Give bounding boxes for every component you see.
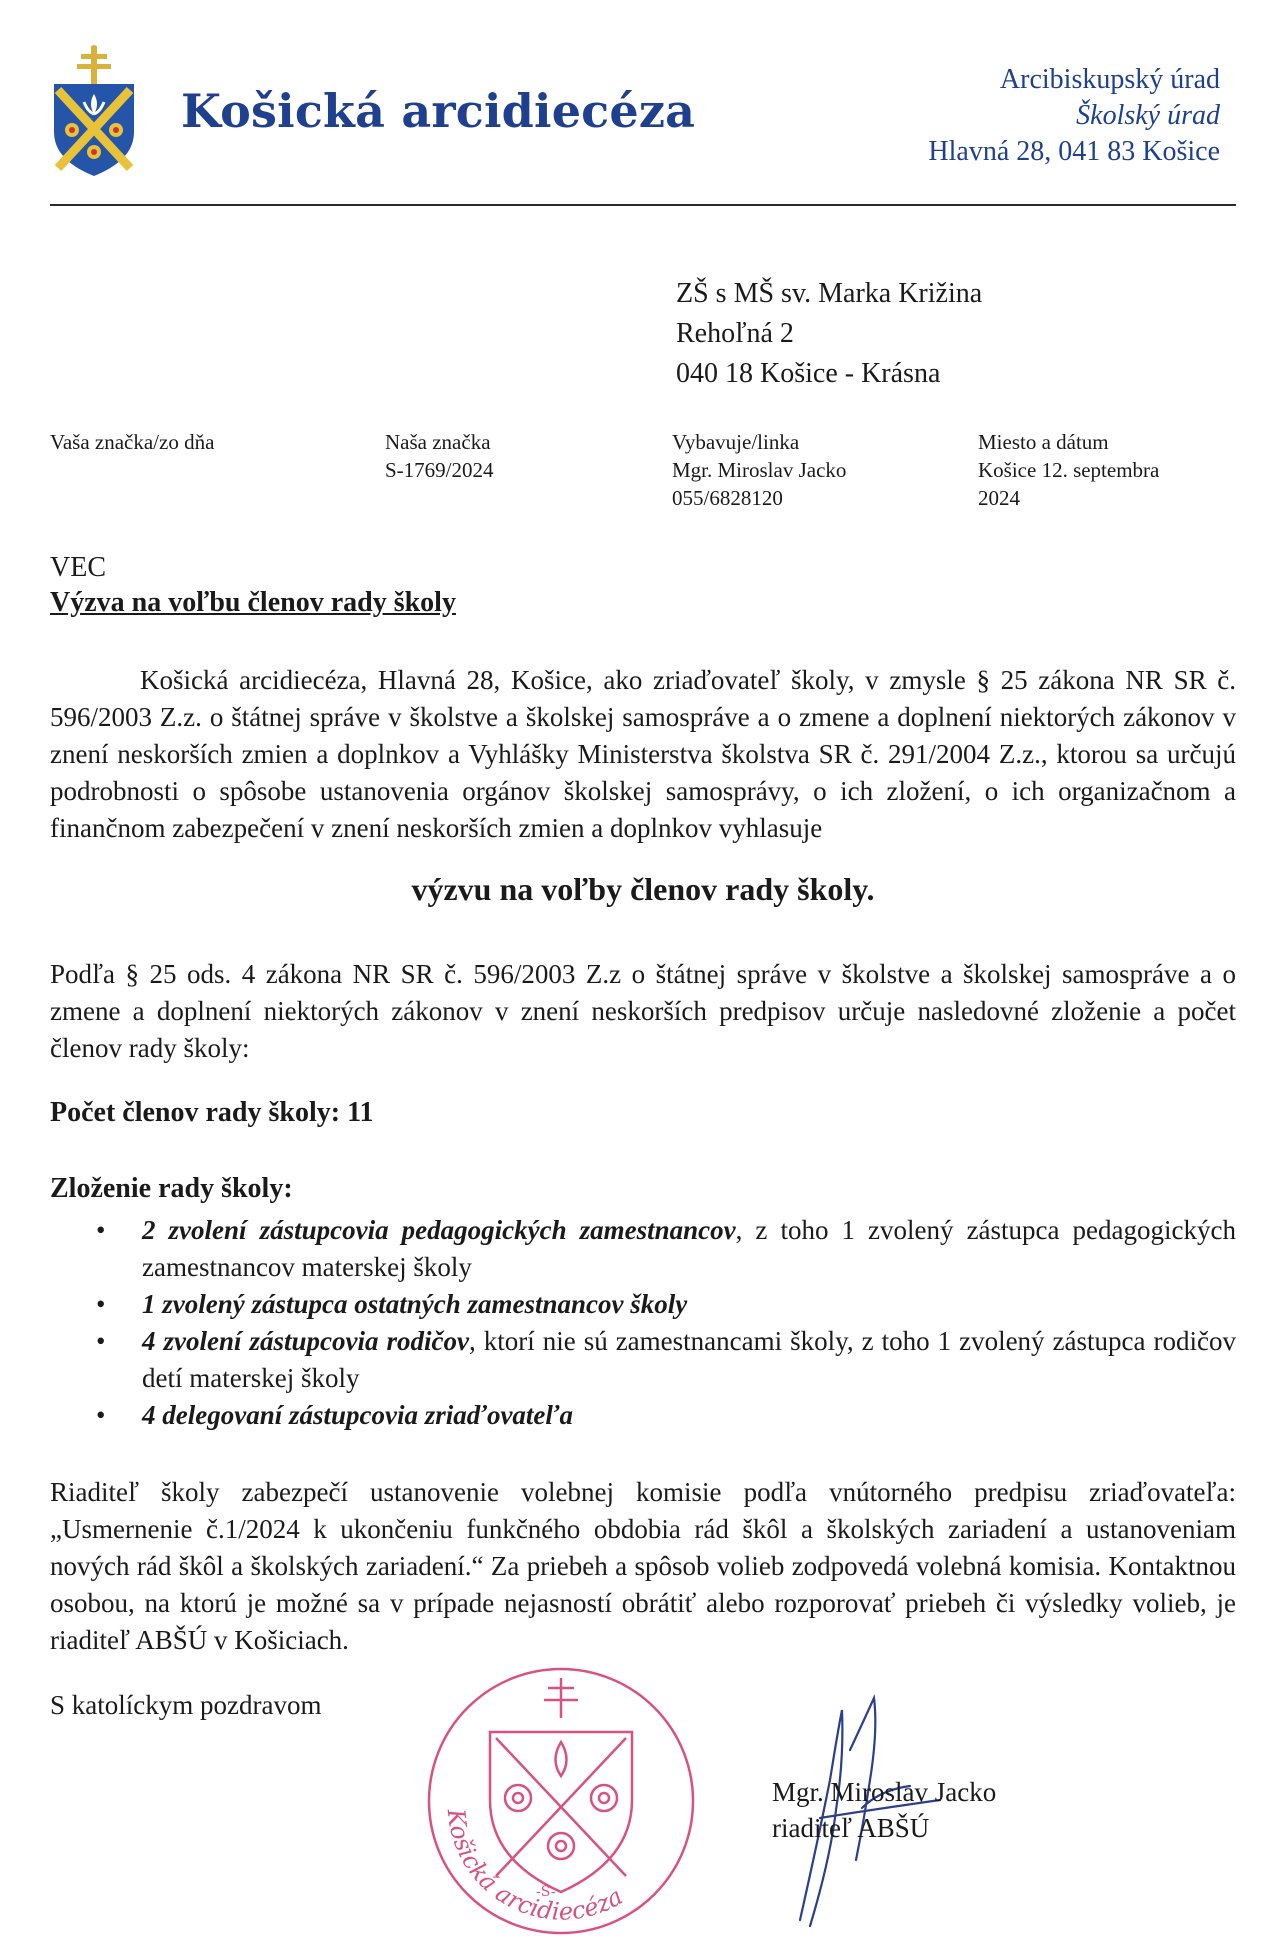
composition-list [50,1212,1236,1434]
list-item-bold: 4 delegovaní zástupcovia zriaďovateľa [142,1400,573,1430]
announcement-heading: výzvu na voľby členov rady školy. [411,871,875,907]
recipient-line-3: 040 18 Košice - Krásna [676,358,941,389]
list-item-bold: 2 zvolení zástupcovia pedagogických zamestnancov [142,1215,736,1245]
list-item-bold: 4 zvolení zástupcovia rodičov [142,1326,469,1356]
office-line-2: Školský úrad [1076,100,1220,131]
bullet-icon: • [96,1400,106,1430]
official-stamp-icon [420,1660,702,1938]
subject-title: Výzva na voľbu členov rady školy [50,587,456,618]
stamp-mark: -S- [536,1884,556,1900]
recipient-line-1: ZŠ s MŠ sv. Marka Križina [676,278,983,309]
ref-our-reference [385,428,494,484]
recipient-address [676,274,982,394]
body-paragraph-3: Riaditeľ školy zabezpečí ustanovenie volebnej komisie podľa vnútorného predpisu zriaďovateľa: „Usmernenie č.1/2024 k ukončeniu funkčného obdobia rád škôl a školských zariadení a ustanoveniam nových rád škôl a školských zariadení.“ Za priebeh a spôsob volieb zodpovedá volebná komisia. Kontaktnou osobou, na ktorú je možné sa v prípade nejasností obrátiť alebo rozporovať priebeh či výsledky volieb, je riaditeľ ABŠÚ v Košiciach. [50,1477,1236,1655]
ref-place-value-1: Košice 12. septembra [978,458,1160,482]
stamp-text: Košická arcidiecéza [441,1807,628,1926]
office-line-1: Arcibiskupský úrad [999,64,1220,95]
list-item-rest: , z toho 1 zvolený zástupca pedagogických zamestnancov materskej školy [142,1215,1236,1282]
ref-our-value: S-1769/2024 [385,458,494,482]
ref-handled-label: Vybavuje/linka [672,430,800,454]
ref-handled-name: Mgr. Miroslav Jacko [672,458,847,482]
subject-label: VEC [50,552,106,583]
ref-place-value-2: 2024 [978,486,1020,510]
recipient-line-2: Rehoľná 2 [676,318,794,349]
office-address [928,62,1220,170]
signatory-name: Mgr. Miroslav Jacko [772,1777,997,1807]
bullet-icon: • [96,1326,106,1356]
bullet-icon: • [96,1215,106,1245]
ref-your-reference [50,428,214,456]
signatory [772,1774,996,1846]
ref-handled-by [672,428,846,512]
body-paragraph-2: Podľa § 25 ods. 4 zákona NR SR č. 596/2003 Z.z o štátnej správe v školstve a školskej samospráve a o zmene a doplnení niektorých zákonov v znení neskorších predpisov určuje nasledovné zloženie a počet členov rady školy: [50,959,1236,1063]
list-item [50,1397,1236,1434]
ref-your-label: Vaša značka/zo dňa [50,430,215,454]
member-count: Počet členov rady školy: 11 [50,1097,374,1128]
archdiocese-crest-icon [48,44,140,180]
ref-our-label: Naša značka [385,430,491,454]
list-item [50,1212,1236,1286]
signatory-title: riaditeľ ABŠÚ [772,1813,930,1843]
composition-title: Zloženie rady školy: [50,1173,293,1204]
list-item [50,1323,1236,1397]
ref-handled-phone: 055/6828120 [672,486,783,510]
greeting: S katolíckym pozdravom [50,1690,322,1720]
ref-place-label: Miesto a dátum [978,430,1109,454]
org-name: Košická arcidiecéza [181,84,696,138]
list-item [50,1286,1236,1323]
body-paragraph-1: Košická arcidiecéza, Hlavná 28, Košice, ako zriaďovateľ školy, v zmysle § 25 zákona NR SR č. 596/2003 Z.z. o štátnej správe v školstve a školskej samospráve a o zmene a doplnení niektorých zákonov v znení neskorších zmien a doplnkov a Vyhlášky Ministerstva školstva SR č. 291/2004 Z.z., ktorou sa určujú podrobnosti o spôsobe ustanovenia orgánov školskej samosprávy, o ich zložení, o ich organizačnom a finančnom zabezpečení v znení neskorších zmien a doplnkov vyhlasuje [50,665,1236,843]
header-divider [50,204,1236,206]
office-line-3: Hlavná 28, 041 83 Košice [928,136,1220,167]
bullet-icon: • [96,1289,106,1319]
list-item-bold: 1 zvolený zástupca ostatných zamestnancov školy [142,1289,688,1319]
ref-place-date [978,428,1159,512]
list-item-rest: , ktorí nie sú zamestnancami školy, z toho 1 zvolený zástupca rodičov detí materskej školy [142,1326,1236,1393]
